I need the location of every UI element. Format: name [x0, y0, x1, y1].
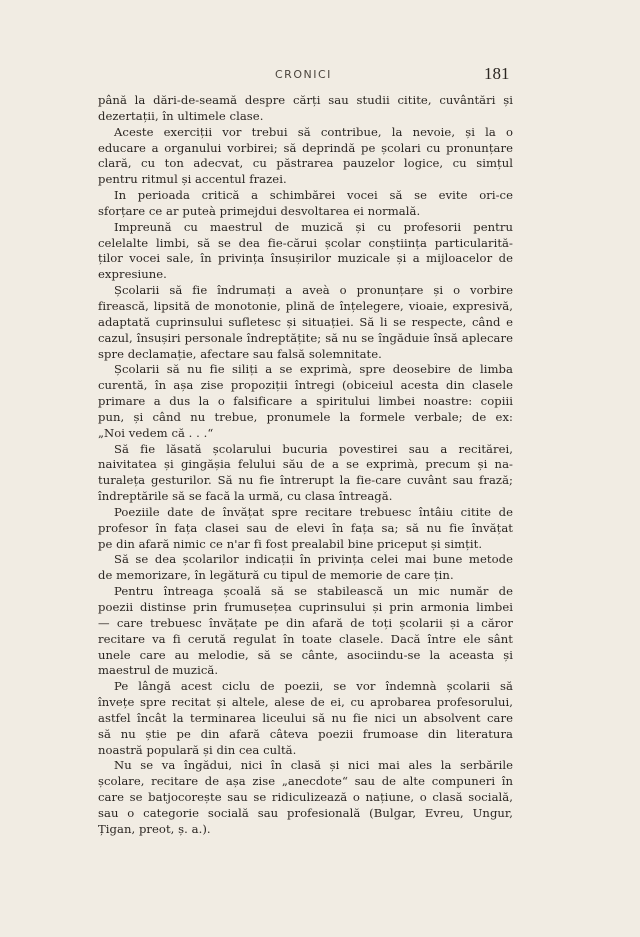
text-line: Țigan, preot, ș. a.). [98, 821, 211, 836]
text-line: dezertații, în ultimele clase. [98, 108, 264, 123]
text-line: clară, cu ton adecvat, cu păstrarea pauzelor logice, cu simțul [98, 156, 513, 171]
paragraph-start-line: Pe lângă acest ciclu de poezii, se vor îndemnà școlarii să [114, 679, 513, 694]
text-line: poezii distinse prin frumusețea cuprinsului și prin armonia limbei [98, 600, 513, 614]
text-line: maestrul de muzică. [98, 663, 219, 678]
text-line: pentru ritmul și accentul frazei. [98, 172, 287, 187]
text-line: cazul, însușiri personale îndreptățite; să nu se îngăduie însă aplecare [98, 330, 513, 345]
text-line: până la dări-de-seamă despre cărți sau studii citite, cuvântări și [98, 93, 513, 107]
paragraph-start-line: Școlarii să nu fie siliți a se exprimà, spre deosebire de limba [114, 362, 513, 377]
paragraph-start-line: Aceste exerciții vor trebui să contribue, la nevoie, și la o [114, 124, 513, 139]
text-line: astfel încât la terminarea liceului să nu fie nici un absolvent care [98, 710, 513, 725]
body-text [98, 93, 513, 838]
text-line: unele care au melodie, să se cânte, asociindu-se la aceasta și [98, 647, 513, 662]
text-line: școlare, recitare de așa zise „anecdote“ sau de alte compuneri în [98, 774, 513, 789]
text-line: să nu știe pe din afară câteva poezii frumoase din literatura [98, 726, 513, 741]
text-line: de memorizare, în legătură cu tipul de memorie de care țin. [98, 568, 454, 583]
text-line: spre declamație, afectare sau falsă solemnitate. [98, 346, 382, 361]
text-line: adaptată cuprinsului sufletesc și situației. Să li se respecte, când e [98, 314, 513, 329]
text-line: primare a dus la o falsificare a spiritului limbei noastre: copiii [98, 394, 513, 409]
text-line: celelalte limbi, să se dea fie-cărui școlar conștiința particularită- [98, 235, 513, 250]
text-line: care se batjocorește sau se ridiculizează o națiune, o clasă socială, [98, 790, 513, 805]
paragraph-start-line: Școlarii să fie îndrumați a aveà o pronunțare și o vorbire [114, 283, 513, 298]
text-line: pe din afară nimic ce n'ar fi fost prealabil bine priceput și simțit. [98, 536, 483, 551]
text-line: noastră populară și din cea cultă. [98, 742, 297, 757]
text-line: sau o categorie socială sau profesională (Bulgar, Evreu, Ungur, [98, 805, 513, 820]
text-line: recitare va fi cerută regulat în toate clasele. Dacă între ele sânt [98, 631, 513, 646]
paragraph-start-line: Impreună cu maestrul de muzică și cu profesorii pentru [114, 219, 513, 234]
paragraph-start-line: In perioada critică a schimbărei vocei să se evite ori-ce [114, 188, 513, 203]
text-line: turaleța gesturilor. Să nu fie întrerupt la fie-care cuvânt sau frază; [98, 473, 513, 488]
running-title: CRONICI [275, 68, 332, 81]
text-line: ților vocei sale, în privința însușirilor muzicale și a mijloacelor de [98, 251, 513, 266]
text-line: învețe spre recitat și altele, alese de ei, cu aprobarea profesorului, [98, 695, 513, 710]
text-line: pun, și când nu trebue, pronumele la formele verbale; de ex: [98, 409, 513, 424]
text-line: firească, lipsită de monotonie, plină de înțelegere, vioaie, expresivă, [98, 298, 513, 313]
paragraph-start-line: Să fie lăsată școlarului bucuria povestirei sau a recitărei, [114, 441, 513, 456]
text-line: curentă, în așa zise propoziții întregi (obiceiul acesta din clasele [98, 378, 513, 393]
text-line: — care trebuesc învățate pe din afară de toți școlarii și a căror [98, 615, 513, 630]
paragraph-start-line: Nu se va îngădui, nici în clasă și nici mai ales la serbările [114, 758, 513, 773]
text-line: naivitatea și gingășia felului său de a se exprimà, precum și na- [98, 457, 513, 472]
text-line: sforțare ce ar puteà primejdui desvoltarea ei normală. [98, 203, 421, 218]
text-line: educare a organului vorbirei; să deprindă pe școlari cu pronunțare [98, 140, 513, 155]
page-number: 181 [484, 64, 510, 83]
paragraph-start-line: Poeziile date de învățat spre recitare trebuesc întâiu citite de [114, 504, 513, 519]
running-header [0, 64, 640, 90]
paragraph-start-line: Să se dea școlarilor indicații în privința celei mai bune metode [114, 552, 513, 567]
text-line: „Noi vedem că . . .“ [98, 425, 214, 440]
text-line: îndreptările să se facă la urmă, cu clasa întreagă. [98, 489, 393, 504]
text-line: expresiune. [98, 267, 167, 282]
paragraph-start-line: Pentru întreaga școală să se stabilească un mic număr de [114, 584, 513, 599]
text-line: profesor în fața clasei sau de elevi în fața sa; să nu fie învățat [98, 520, 513, 535]
